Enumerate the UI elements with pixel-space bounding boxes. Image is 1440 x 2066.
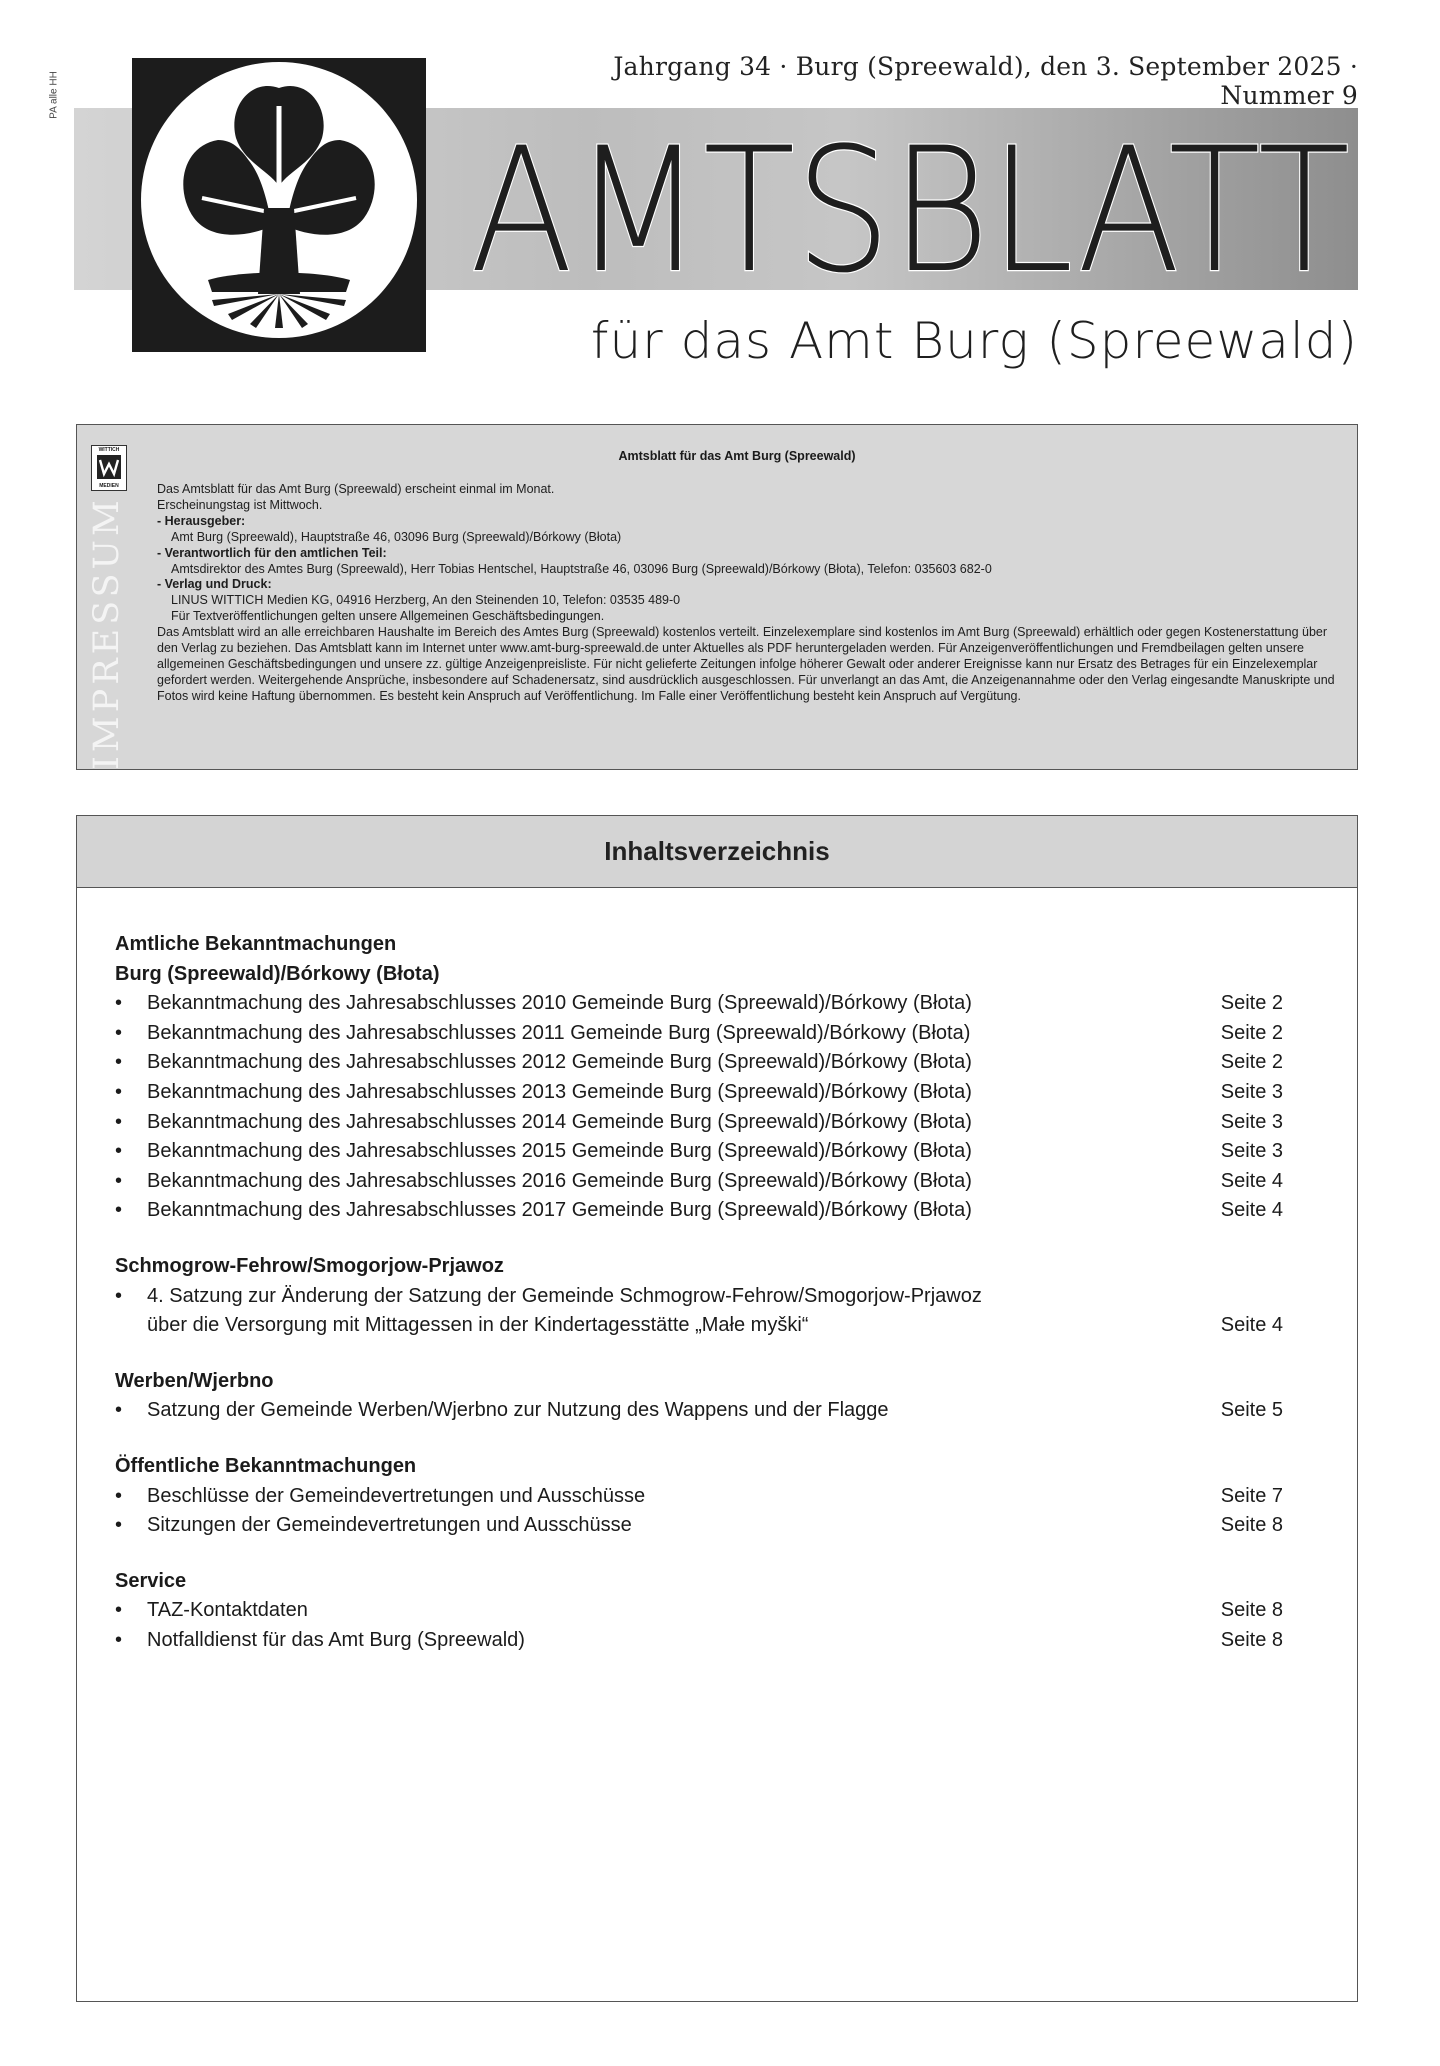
toc-entry-page: Seite 2 <box>1220 992 1283 1015</box>
toc-section-title: Amtliche Bekanntmachungen <box>115 933 397 955</box>
impressum-body <box>157 482 1349 705</box>
bullet-icon: • <box>115 1199 123 1222</box>
toc-section-title: Schmogrow-Fehrow/Smogorjow-Prjawoz <box>115 1254 504 1277</box>
toc-section-title: Service <box>115 1569 187 1592</box>
toc-entry-text: 4. Satzung zur Änderung der Satzung der Gemeinde Schmogrow-Fehrow/Smogorjow-Prjawoz <box>147 1284 982 1307</box>
toc-entry-text: Beschlüsse der Gemeindevertretungen und Ausschüsse <box>147 1484 646 1507</box>
bullet-icon: • <box>115 992 123 1015</box>
bullet-icon: • <box>115 1169 123 1192</box>
masthead-subtitle: für das Amt Burg (Spreewald) <box>590 312 1358 370</box>
bullet-icon: • <box>115 1599 123 1622</box>
toc-entry[interactable] <box>115 1078 1283 1108</box>
toc-entry[interactable] <box>115 1108 1283 1138</box>
toc-entry-text-cont: über die Versorgung mit Mittagessen in der Kindertagesstätte „Małe myški“ <box>147 1314 809 1337</box>
toc-entry[interactable] <box>115 1048 1283 1078</box>
toc-entry[interactable] <box>115 1482 1283 1512</box>
bullet-icon: • <box>115 1080 123 1103</box>
spacer <box>115 1541 1283 1567</box>
toc-section-title: Werben/Wjerbno <box>115 1369 274 1392</box>
toc-entry-text: Satzung der Gemeinde Werben/Wjerbno zur Nutzung des Wappens und der Flagge <box>147 1399 889 1422</box>
toc-entry-text: Bekanntmachung des Jahresabschlusses 2013 Gemeinde Burg (Spreewald)/Bórkowy (Błota) <box>147 1080 972 1103</box>
bullet-icon: • <box>115 1051 123 1074</box>
toc-entry[interactable] <box>115 1626 1283 1656</box>
impressum-responsible: Amtsdirektor des Amtes Burg (Spreewald), Herr Tobias Hentschel, Hauptstraße 46, 03096 Burg (Spreewald)/Bórkowy (Błota), Telefon: 035603 682-0 <box>171 561 992 576</box>
publisher-w-icon <box>97 455 121 479</box>
impressum-paragraph: Das Amtsblatt wird an alle erreichbaren Haushalte im Bereich des Amtes Burg (Spreewald) kostenlos verteilt. Einzelexemplare sind kostenlos im Amt Burg (Spreewald) erhältlich oder gegen Kostenerstattung über den Verlag zu beziehen. Das Amtsblatt kann im Internet unter www.amt-burg-spreewald.de unter Aktuelles als PDF heruntergeladen werden. Für Anzeigenveröffentlichungen und Fremdbeilagen gelten unsere allgemeinen Geschäftsbedingungen und unsere zz. gültige Anzeigenpreisliste. Für nicht gelieferte Zeitungen infolge höherer Gewalt oder anderer Ereignisse kann nur Ersatz des Betrages für ein Einzelexemplar gefordert werden. Weitergehende Ansprüche, insbesondere auf Schadenersatz, sind ausdrücklich ausgeschlossen. Für unverlangt an das Amt, die Anzeigenannahme oder den Verlag eingesandte Manuskripte und Fotos wird keine Haftung übernommen. Es besteht kein Anspruch auf Veröffentlichung. Im Falle einer Veröffentlichung besteht kein Anspruch auf Vergütung. <box>157 625 1335 703</box>
toc-entry-text: Bekanntmachung des Jahresabschlusses 2017 Gemeinde Burg (Spreewald)/Bórkowy (Błota) <box>147 1199 972 1222</box>
spacer <box>115 1426 1283 1452</box>
impressum-box <box>76 424 1358 770</box>
impressum-line: Erscheinungstag ist Mittwoch. <box>157 497 323 512</box>
bullet-icon: • <box>115 1284 123 1307</box>
impressum-side-label: IMPRESSUM <box>87 496 127 770</box>
bullet-icon: • <box>115 1021 123 1044</box>
toc-header <box>77 816 1357 888</box>
bullet-icon: • <box>115 1484 123 1507</box>
impressum-sidebar <box>85 435 129 770</box>
bullet-icon: • <box>115 1140 123 1163</box>
issue-line: Jahrgang 34 · Burg (Spreewald), den 3. September 2025 · Nummer 9 <box>613 52 1358 110</box>
masthead-title <box>462 110 1358 311</box>
toc-title: Inhaltsverzeichnis <box>604 836 830 866</box>
impressum-label: - Verantwortlich für den amtlichen Teil: <box>157 545 387 560</box>
toc-section-subtitle: Burg (Spreewald)/Bórkowy (Błota) <box>115 962 440 985</box>
toc-body <box>115 930 1283 1655</box>
badge-top-text: WITTICH <box>98 447 120 453</box>
toc-entry-page: Seite 8 <box>1220 1599 1283 1622</box>
toc-entry-page: Seite 8 <box>1220 1628 1283 1651</box>
toc-entry[interactable] <box>115 1137 1283 1167</box>
toc-entry-page: Seite 4 <box>1220 1314 1283 1337</box>
impressum-line: Das Amtsblatt für das Amt Burg (Spreewald) erscheint einmal im Monat. <box>157 482 555 496</box>
bullet-icon: • <box>115 1110 123 1133</box>
toc-entry-text: Bekanntmachung des Jahresabschlusses 2012 Gemeinde Burg (Spreewald)/Bórkowy (Błota) <box>147 1051 972 1074</box>
toc-entry-text: Sitzungen der Gemeindevertretungen und Ausschüsse <box>147 1514 632 1537</box>
toc-entry-page: Seite 3 <box>1220 1140 1283 1163</box>
toc-entry[interactable] <box>115 1396 1283 1426</box>
impressum-publisher: Amt Burg (Spreewald), Hauptstraße 46, 03096 Burg (Spreewald)/Bórkowy (Błota) <box>171 529 622 544</box>
masthead-title-text: AMTSBLATT <box>470 110 1350 311</box>
toc-entry[interactable] <box>115 1511 1283 1541</box>
toc-section-title: Öffentliche Bekanntmachungen <box>115 1454 417 1477</box>
toc-entry-text: Bekanntmachung des Jahresabschlusses 2010 Gemeinde Burg (Spreewald)/Bórkowy (Błota) <box>147 992 972 1015</box>
linden-leaf-emblem-icon <box>132 58 426 352</box>
toc-entry-text: Bekanntmachung des Jahresabschlusses 2015 Gemeinde Burg (Spreewald)/Bórkowy (Błota) <box>147 1140 972 1163</box>
toc-entry-page: Seite 2 <box>1220 1021 1283 1044</box>
toc-entry-page: Seite 7 <box>1220 1484 1283 1507</box>
toc-entry-text: Notfalldienst für das Amt Burg (Spreewald) <box>147 1628 525 1651</box>
toc-entry[interactable] <box>115 989 1283 1019</box>
toc-entry-page: Seite 3 <box>1220 1110 1283 1133</box>
impressum-heading: Amtsblatt für das Amt Burg (Spreewald) <box>618 449 856 463</box>
toc-entry[interactable] <box>115 1596 1283 1626</box>
impressum-print-note: Für Textveröffentlichungen gelten unsere Allgemeinen Geschäftsbedingungen. <box>171 609 605 624</box>
spacer <box>115 1226 1283 1252</box>
toc-entry-text: Bekanntmachung des Jahresabschlusses 2011 Gemeinde Burg (Spreewald)/Bórkowy (Błota) <box>147 1021 971 1044</box>
toc-entry-text: Bekanntmachung des Jahresabschlusses 2014 Gemeinde Burg (Spreewald)/Bórkowy (Błota) <box>147 1110 972 1133</box>
toc-entry-page: Seite 2 <box>1220 1051 1283 1074</box>
toc-entry-page: Seite 4 <box>1220 1199 1283 1222</box>
toc-entry[interactable] <box>115 1196 1283 1226</box>
toc-entry-page: Seite 5 <box>1220 1399 1283 1422</box>
toc-entry[interactable] <box>115 1019 1283 1049</box>
spacer <box>115 1341 1283 1367</box>
impressum-print: LINUS WITTICH Medien KG, 04916 Herzberg, An den Steinenden 10, Telefon: 03535 489-0 <box>171 593 681 608</box>
toc-entry-page: Seite 4 <box>1220 1169 1283 1192</box>
bullet-icon: • <box>115 1399 123 1422</box>
toc-entry-page: Seite 3 <box>1220 1080 1283 1103</box>
bullet-icon: • <box>115 1514 123 1537</box>
impressum-label: - Herausgeber: <box>157 513 246 528</box>
toc-entry[interactable] <box>115 1282 1283 1341</box>
toc-entry-text: Bekanntmachung des Jahresabschlusses 2016 Gemeinde Burg (Spreewald)/Bórkowy (Błota) <box>147 1169 972 1192</box>
toc-entry[interactable] <box>115 1167 1283 1197</box>
table-of-contents <box>76 815 1358 2002</box>
toc-entry-page: Seite 8 <box>1220 1514 1283 1537</box>
margin-note: PA alle HH <box>48 71 60 119</box>
bullet-icon: • <box>115 1628 123 1651</box>
toc-entry-text: TAZ-Kontaktdaten <box>147 1599 308 1622</box>
wittich-medien-logo <box>91 445 127 491</box>
impressum-label: - Verlag und Druck: <box>157 577 272 592</box>
badge-bottom-text: MEDIEN <box>99 483 119 489</box>
